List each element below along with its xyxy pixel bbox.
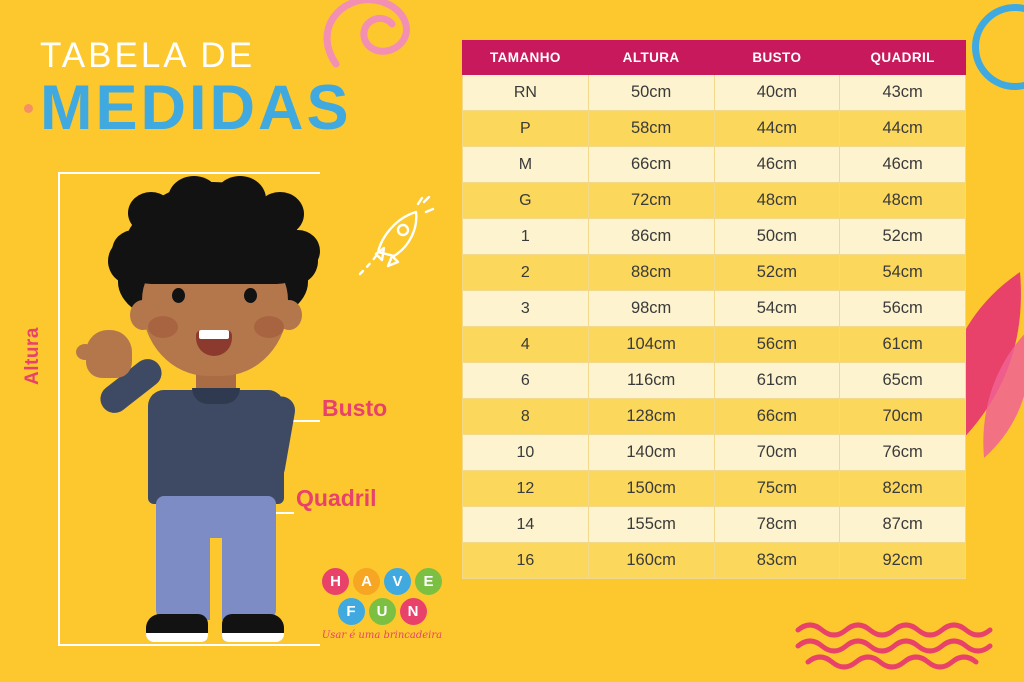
- table-cell: 14: [463, 507, 589, 543]
- table-cell: 43cm: [840, 75, 966, 111]
- column-header-altura: ALTURA: [588, 41, 714, 75]
- table-cell: 61cm: [714, 363, 840, 399]
- illustration-shoe-left: [146, 614, 208, 642]
- table-cell: P: [463, 111, 589, 147]
- table-cell: M: [463, 147, 589, 183]
- table-cell: 6: [463, 363, 589, 399]
- table-cell: 72cm: [588, 183, 714, 219]
- page-title: [40, 38, 440, 141]
- table-cell: 87cm: [840, 507, 966, 543]
- table-cell: 44cm: [714, 111, 840, 147]
- table-cell: 65cm: [840, 363, 966, 399]
- illustration-eye-left: [172, 288, 185, 303]
- illustration-hair-puff: [168, 176, 220, 222]
- table-row: [463, 183, 966, 219]
- illustration-shoe-right: [222, 614, 284, 642]
- table-cell: 1: [463, 219, 589, 255]
- size-table-body: [463, 75, 966, 579]
- brand-letter: F: [338, 598, 365, 625]
- label-altura: Altura: [22, 327, 43, 385]
- table-cell: 128cm: [588, 399, 714, 435]
- size-table-head: [463, 41, 966, 75]
- table-cell: 8: [463, 399, 589, 435]
- table-row: [463, 255, 966, 291]
- table-cell: G: [463, 183, 589, 219]
- table-cell: 70cm: [840, 399, 966, 435]
- table-cell: 140cm: [588, 435, 714, 471]
- table-cell: 46cm: [714, 147, 840, 183]
- brand-tagline: Usar é uma brincadeira: [321, 630, 443, 641]
- illustration-pants: [156, 496, 276, 620]
- table-cell: 86cm: [588, 219, 714, 255]
- table-cell: 104cm: [588, 327, 714, 363]
- table-cell: 3: [463, 291, 589, 327]
- illustration-hair-puff: [112, 230, 156, 272]
- table-cell: 75cm: [714, 471, 840, 507]
- title-line-1: TABELA DE: [40, 36, 256, 75]
- table-row: [463, 75, 966, 111]
- table-cell: 58cm: [588, 111, 714, 147]
- table-cell: 52cm: [840, 219, 966, 255]
- brand-letter: U: [369, 598, 396, 625]
- table-cell: 56cm: [714, 327, 840, 363]
- table-row: [463, 291, 966, 327]
- illustration-eye-right: [244, 288, 257, 303]
- brand-letter: V: [384, 568, 411, 595]
- column-header-tamanho: TAMANHO: [463, 41, 589, 75]
- label-busto: Busto: [322, 395, 388, 421]
- illustration-cheek-left: [148, 316, 178, 338]
- brand-letter: A: [353, 568, 380, 595]
- table-cell: 44cm: [840, 111, 966, 147]
- table-cell: 12: [463, 471, 589, 507]
- table-cell: 50cm: [588, 75, 714, 111]
- table-row: [463, 399, 966, 435]
- table-cell: 76cm: [840, 435, 966, 471]
- table-cell: 61cm: [840, 327, 966, 363]
- rocket-icon: [358, 196, 438, 276]
- column-header-busto: BUSTO: [714, 41, 840, 75]
- table-row: [463, 435, 966, 471]
- brand-letter: N: [400, 598, 427, 625]
- column-header-quadril: QUADRIL: [840, 41, 966, 75]
- illustration-cheek-right: [254, 316, 284, 338]
- table-cell: 46cm: [840, 147, 966, 183]
- table-cell: 52cm: [714, 255, 840, 291]
- table-cell: 83cm: [714, 543, 840, 579]
- title-line-2: MEDIDAS: [40, 73, 352, 143]
- table-row: [463, 543, 966, 579]
- table-row: [463, 327, 966, 363]
- table-cell: 48cm: [714, 183, 840, 219]
- table-cell: 78cm: [714, 507, 840, 543]
- brand-letter: E: [415, 568, 442, 595]
- brand-row-2: [318, 598, 446, 625]
- table-cell: 66cm: [714, 399, 840, 435]
- table-row: [463, 471, 966, 507]
- table-row: [463, 507, 966, 543]
- table-cell: 150cm: [588, 471, 714, 507]
- label-quadril: Quadril: [296, 485, 377, 511]
- wave-decoration-icon: [794, 618, 1014, 678]
- size-table-wrapper: [462, 40, 966, 579]
- illustration-shirt: [148, 390, 284, 504]
- table-row: [463, 147, 966, 183]
- table-cell: 82cm: [840, 471, 966, 507]
- table-cell: 92cm: [840, 543, 966, 579]
- illustration-hair-puff: [276, 230, 320, 272]
- table-header-row: [463, 41, 966, 75]
- dot-decoration-icon: [24, 104, 33, 113]
- table-cell: 16: [463, 543, 589, 579]
- table-cell: 50cm: [714, 219, 840, 255]
- table-cell: RN: [463, 75, 589, 111]
- table-cell: 48cm: [840, 183, 966, 219]
- table-cell: 4: [463, 327, 589, 363]
- table-cell: 40cm: [714, 75, 840, 111]
- table-cell: 116cm: [588, 363, 714, 399]
- brand-letter: H: [322, 568, 349, 595]
- table-cell: 155cm: [588, 507, 714, 543]
- table-cell: 2: [463, 255, 589, 291]
- illustration-eyebrow-left: [166, 274, 190, 279]
- illustration-hand-waving: [86, 330, 132, 378]
- circle-decoration-icon: [972, 4, 1024, 90]
- illustration-eyebrow-right: [238, 274, 262, 279]
- table-cell: 56cm: [840, 291, 966, 327]
- table-cell: 70cm: [714, 435, 840, 471]
- table-cell: 160cm: [588, 543, 714, 579]
- table-row: [463, 363, 966, 399]
- table-cell: 54cm: [714, 291, 840, 327]
- table-cell: 54cm: [840, 255, 966, 291]
- table-cell: 10: [463, 435, 589, 471]
- brand-row-1: [318, 568, 446, 595]
- table-cell: 88cm: [588, 255, 714, 291]
- brand-logo: [318, 568, 446, 641]
- table-row: [463, 111, 966, 147]
- table-row: [463, 219, 966, 255]
- table-cell: 98cm: [588, 291, 714, 327]
- size-table: [462, 40, 966, 579]
- table-cell: 66cm: [588, 147, 714, 183]
